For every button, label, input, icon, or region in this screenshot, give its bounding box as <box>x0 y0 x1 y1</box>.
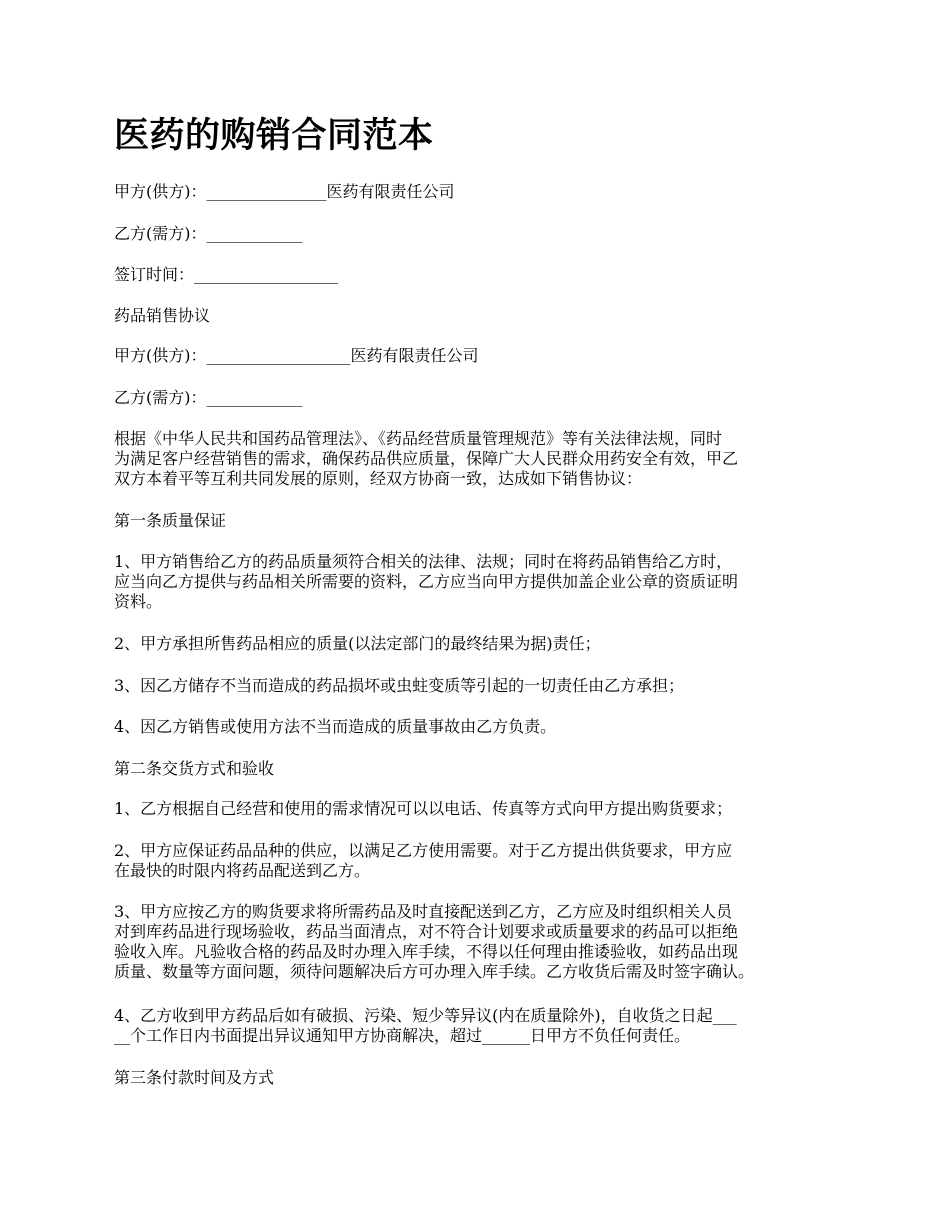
clause-2-4 <box>114 1006 737 1046</box>
party-b-line <box>114 224 303 244</box>
text-line: 对到库药品进行现场验收，药品当面清点，对不符合计划要求或质量要求的药品可以拒绝 <box>114 922 739 941</box>
clause-1-4 <box>114 717 556 737</box>
text-line: __个工作日内书面提出异议通知甲方协商解决，超过______日甲方不负任何责任。 <box>114 1026 691 1045</box>
preamble-paragraph <box>114 429 738 489</box>
clause-2-1 <box>114 799 732 819</box>
text-line: 2、甲方应保证药品品种的供应，以满足乙方使用需要。对于乙方提出供货要求，甲方应 <box>114 841 733 860</box>
text-line: 双方本着平等互利共同发展的原则，经双方协商一致，达成如下销售协议： <box>114 469 643 488</box>
text-line: 第三条付款时间及方式 <box>114 1068 275 1087</box>
agreement-heading <box>114 306 210 326</box>
section-heading-2 <box>114 759 274 779</box>
party-a-line-2 <box>114 346 479 366</box>
text-line: 药品销售协议 <box>114 306 211 325</box>
text-line: 4、因乙方销售或使用方法不当而造成的质量事故由乙方负责。 <box>114 717 557 736</box>
text-line: 乙方(需方)：____________ <box>114 224 303 243</box>
clause-1-1 <box>114 552 738 612</box>
text-line: 1、甲方销售给乙方的药品质量须符合相关的法律、法规；同时在将药品销售给乙方时， <box>114 552 733 571</box>
text-line: 质量、数量等方面问题，须待问题解决后方可办理入库手续。乙方收货后需及时签字确认。 <box>114 962 755 981</box>
text-line: 3、因乙方储存不当而造成的药品损坏或虫蛀变质等引起的一切责任由乙方承担； <box>114 676 685 695</box>
text-line: 甲方(供方)：_______________医药有限责任公司 <box>114 182 455 201</box>
text-line: 应当向乙方提供与药品相关所需要的资料，乙方应当向甲方提供加盖企业公章的资质证明 <box>114 572 739 591</box>
text-line: 甲方(供方)：__________________医药有限责任公司 <box>114 346 479 365</box>
text-line: 第一条质量保证 <box>114 511 227 530</box>
clause-1-2 <box>114 634 601 654</box>
clause-2-2 <box>114 841 732 881</box>
text-line: 为满足客户经营销售的需求，确保药品供应质量，保障广大人民群众用药安全有效，甲乙 <box>114 449 739 468</box>
text-line: 签订时间：__________________ <box>114 265 339 284</box>
party-b-line-2 <box>114 388 303 408</box>
clause-2-3 <box>114 902 754 982</box>
text-line: 1、乙方根据自己经营和使用的需求情况可以以电话、传真等方式向甲方提出购货要求； <box>114 799 733 818</box>
clause-1-3 <box>114 676 684 696</box>
section-heading-1 <box>114 511 226 531</box>
text-line: 在最快的时限内将药品配送到乙方。 <box>114 861 371 880</box>
page-title: 医药的购销合同范本 <box>114 116 434 156</box>
text-line: 第二条交货方式和验收 <box>114 759 275 778</box>
text-line: 资料。 <box>114 592 163 611</box>
text-line: 3、甲方应按乙方的购货要求将所需药品及时直接配送到乙方，乙方应及时组织相关人员 <box>114 902 733 921</box>
text-line: 乙方(需方)：____________ <box>114 388 303 407</box>
signing-date-line <box>114 265 338 285</box>
text-line: 2、甲方承担所售药品相应的质量(以法定部门的最终结果为据)责任； <box>114 634 601 653</box>
text-line: 4、乙方收到甲方药品后如有破损、污染、短少等异议(内在质量除外)，自收货之日起___ <box>114 1006 737 1025</box>
section-heading-3 <box>114 1068 274 1088</box>
text-line: 根据《中华人民共和国药品管理法》、《药品经营质量管理规范》等有关法律法规，同时 <box>114 429 723 448</box>
text-line: 验收入库。凡验收合格的药品及时办理入库手续，不得以任何理由推诿验收，如药品出现 <box>114 942 739 961</box>
party-a-line <box>114 182 455 202</box>
